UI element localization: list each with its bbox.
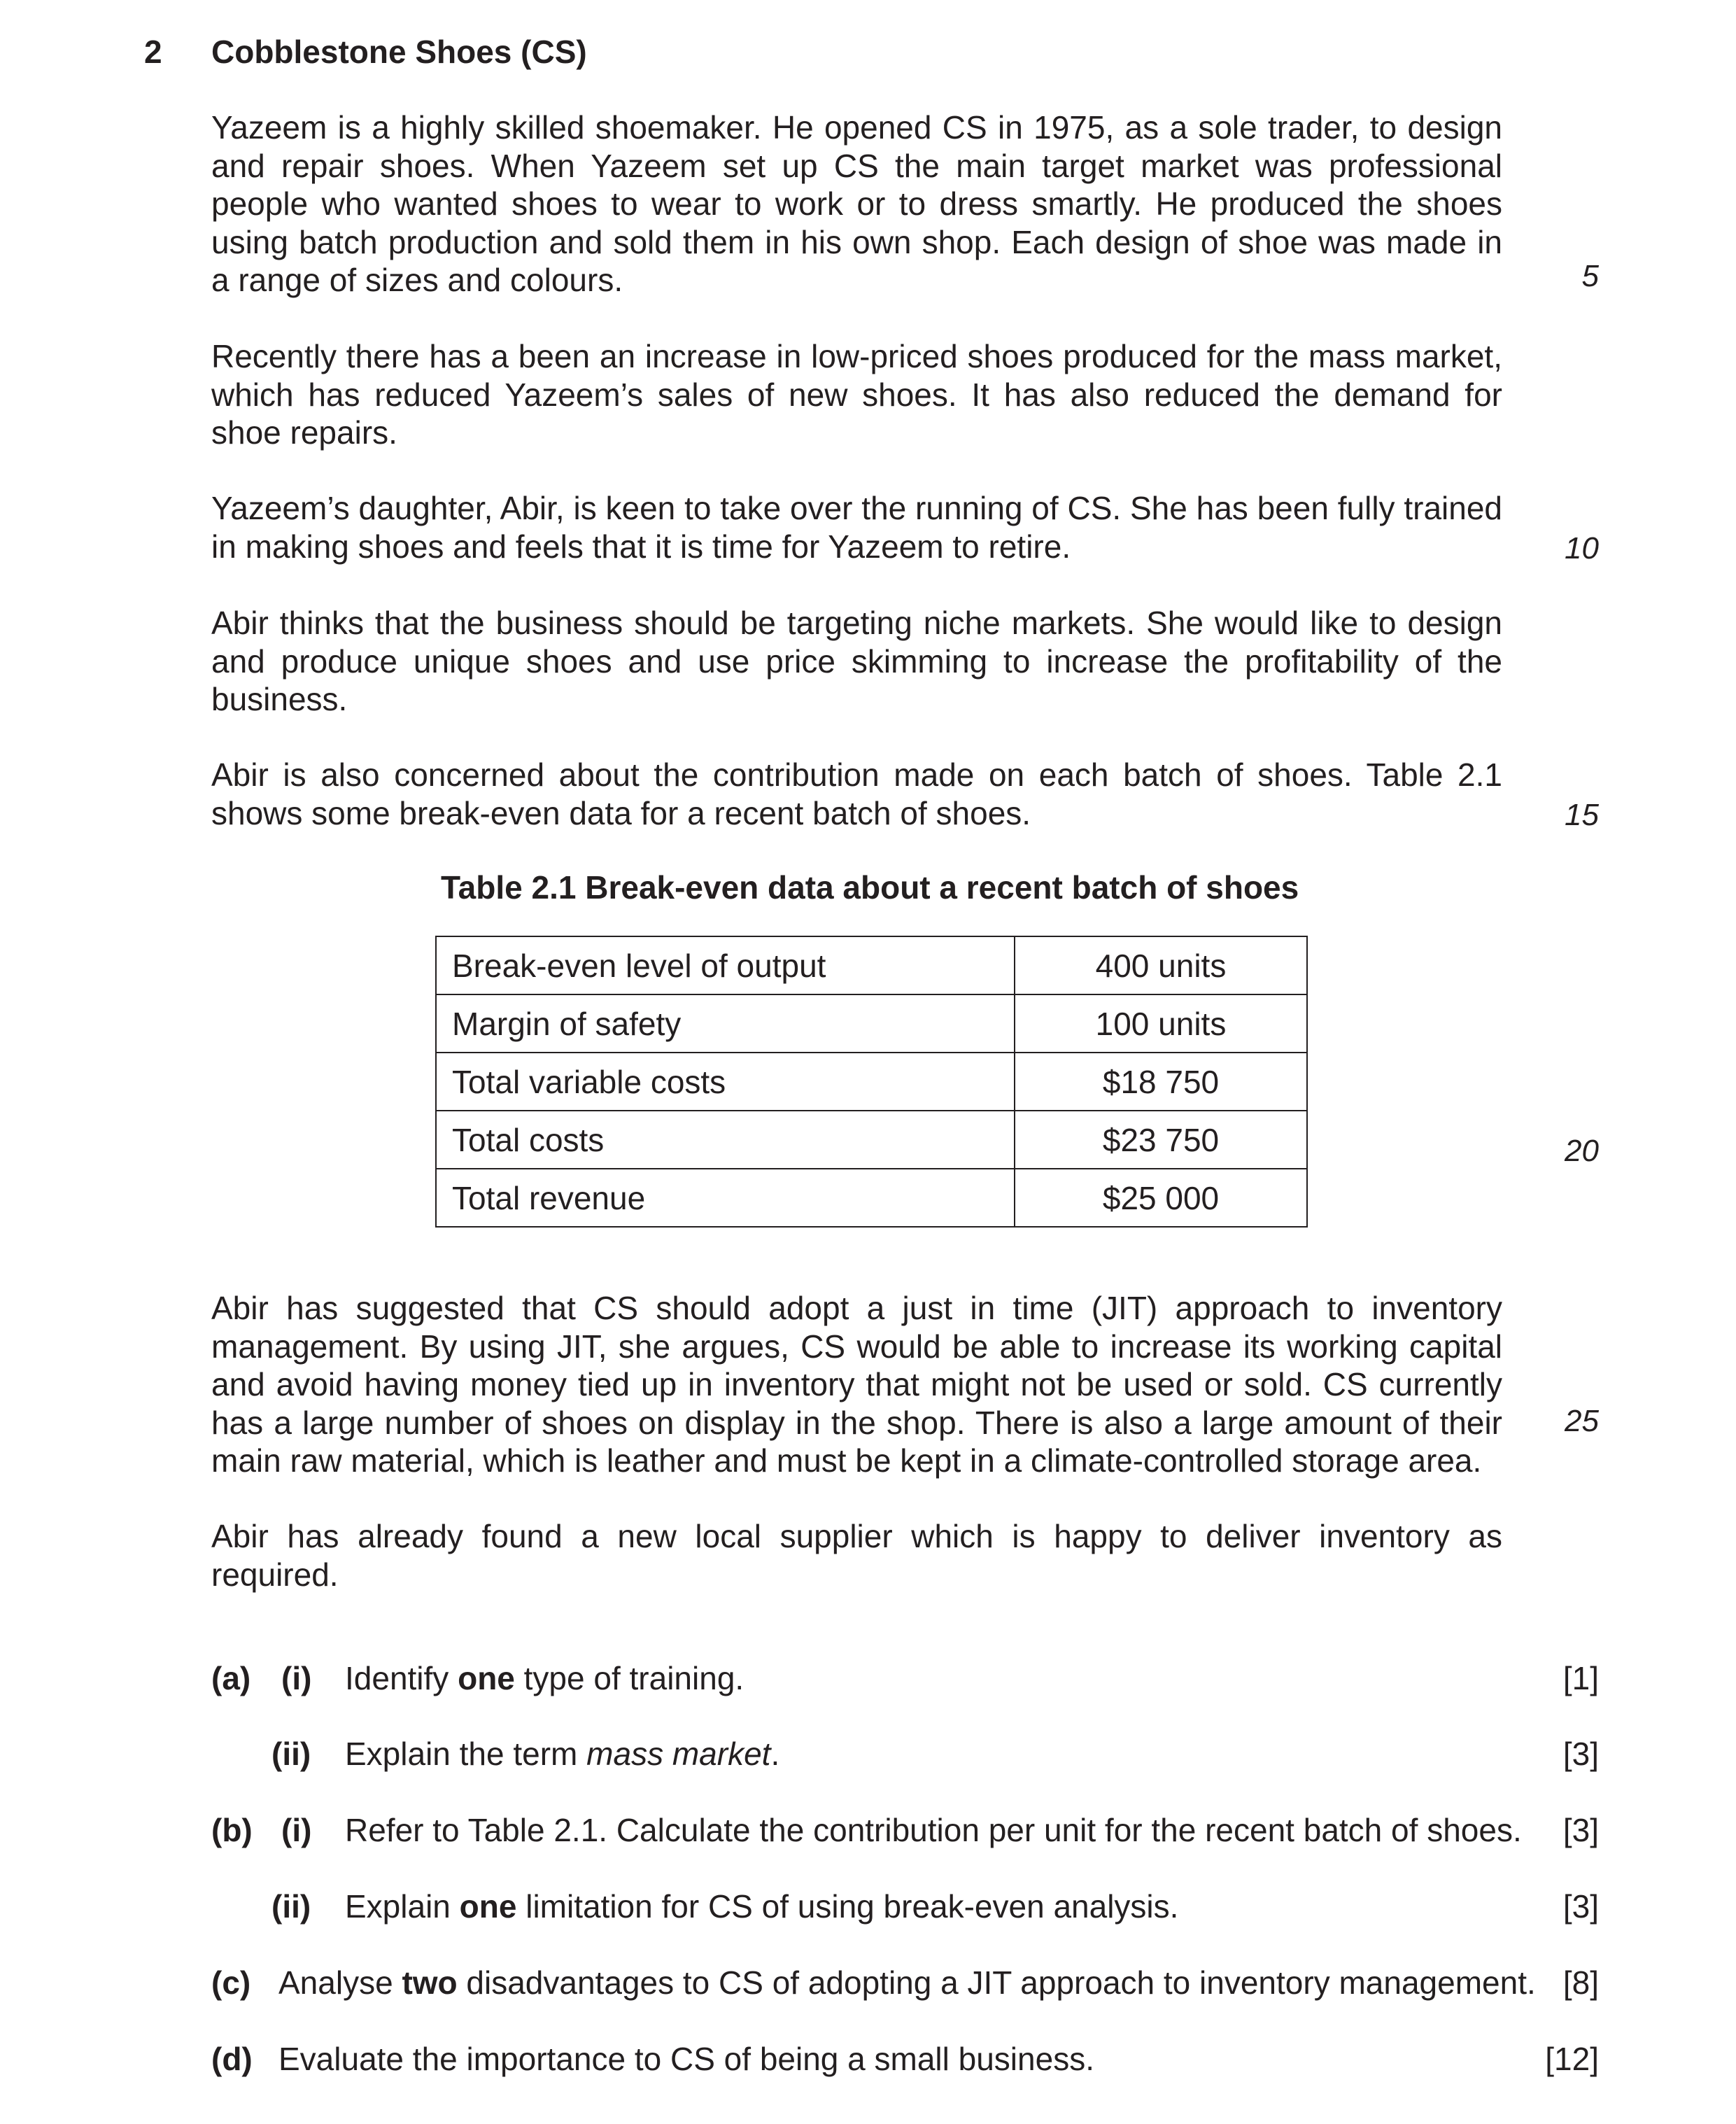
marks-d: [12]: [1545, 2041, 1599, 2077]
part-label-c: (c): [211, 1964, 251, 2001]
table-cell-label: Total revenue: [436, 1169, 1015, 1227]
part-label-d: (d): [211, 2041, 253, 2077]
table-row: [436, 1111, 1307, 1169]
case-paragraph-2: Recently there has a been an increase in low-priced shoes produced for the mass market, which has reduced Yazeem’s sales of new shoes. It has also reduced the demand for shoe repairs.: [211, 338, 1502, 451]
table-cell-label: Break-even level of output: [436, 936, 1015, 994]
case-paragraph-3: Yazeem’s daughter, Abir, is keen to take over the running of CS. She has been fully trained in making shoes and feels that it is time for Yazeem to retire.: [211, 490, 1502, 565]
question-d-text: Evaluate the importance to CS of being a small business.: [278, 2041, 1094, 2077]
subpart-label-a-i: (i): [281, 1660, 312, 1696]
question-title: Cobblestone Shoes (CS): [211, 34, 587, 70]
line-number-15: 15: [1565, 798, 1599, 832]
table-row: [436, 1169, 1307, 1227]
case-paragraph-5: Abir is also concerned about the contribution made on each batch of shoes. Table 2.1 shows some break-even data for a recent batch of shoes.: [211, 757, 1502, 831]
marks-c: [8]: [1562, 1964, 1599, 2001]
subpart-label-b-i: (i): [281, 1812, 312, 1848]
break-even-table: [435, 936, 1308, 1228]
part-label-a: (a): [211, 1660, 251, 1696]
table-row: [436, 994, 1307, 1053]
subpart-label-b-ii: (ii): [271, 1888, 311, 1925]
question-a-i-text: Identify one type of training.: [345, 1660, 744, 1696]
marks-a-ii: [3]: [1562, 1736, 1599, 1772]
case-paragraph-1: Yazeem is a highly skilled shoemaker. He opened CS in 1975, as a sole trader, to design and repair shoes. When Yazeem set up CS the main target market was professional people who wanted shoes to wear to work or to dress smartly. He produced the shoes using batch production and sold them in his own shop. Each design of shoe was made in a range of sizes and colours.: [211, 109, 1502, 298]
question-b-ii-text: Explain one limitation for CS of using break-even analysis.: [345, 1888, 1179, 1925]
table-cell-value: 100 units: [1015, 994, 1307, 1053]
question-c-text: Analyse two disadvantages to CS of adopting a JIT approach to inventory management.: [278, 1964, 1536, 2001]
question-number: 2: [144, 34, 162, 70]
table-row: [436, 1053, 1307, 1111]
case-paragraph-4: Abir thinks that the business should be targeting niche markets. She would like to design and produce unique shoes and use price skimming to increase the profitability of the business.: [211, 605, 1502, 717]
table-cell-label: Total variable costs: [436, 1053, 1015, 1111]
subpart-label-a-ii: (ii): [271, 1736, 311, 1772]
line-number-25: 25: [1565, 1404, 1599, 1438]
line-number-20: 20: [1565, 1134, 1599, 1168]
marks-b-ii: [3]: [1562, 1888, 1599, 1925]
table-cell-value: $23 750: [1015, 1111, 1307, 1169]
marks-b-i: [3]: [1562, 1812, 1599, 1848]
marks-a-i: [1]: [1562, 1660, 1599, 1696]
table-cell-value: $18 750: [1015, 1053, 1307, 1111]
part-label-b: (b): [211, 1812, 253, 1848]
question-b-i-text: Refer to Table 2.1. Calculate the contribution per unit for the recent batch of shoes.: [345, 1812, 1522, 1848]
line-number-10: 10: [1565, 531, 1599, 565]
table-cell-label: Total costs: [436, 1111, 1015, 1169]
table-cell-label: Margin of safety: [436, 994, 1015, 1053]
case-paragraph-7: Abir has already found a new local supplier which is happy to deliver inventory as required.: [211, 1518, 1502, 1593]
line-number-5: 5: [1581, 259, 1599, 293]
table-cell-value: 400 units: [1015, 936, 1307, 994]
table-cell-value: $25 000: [1015, 1169, 1307, 1227]
table-row: [436, 936, 1307, 994]
question-a-ii-text: Explain the term mass market.: [345, 1736, 780, 1772]
case-paragraph-6: Abir has suggested that CS should adopt a just in time (JIT) approach to inventory management. By using JIT, she argues, CS would be able to increase its working capital and avoid having money tied up in inventory that might not be used or sold. CS currently has a large number of shoes on display in the shop. There is also a large amount of their main raw material, which is leather and must be kept in a climate-controlled storage area.: [211, 1290, 1502, 1479]
table-caption: Table 2.1 Break-even data about a recent batch of shoes: [441, 869, 1299, 906]
